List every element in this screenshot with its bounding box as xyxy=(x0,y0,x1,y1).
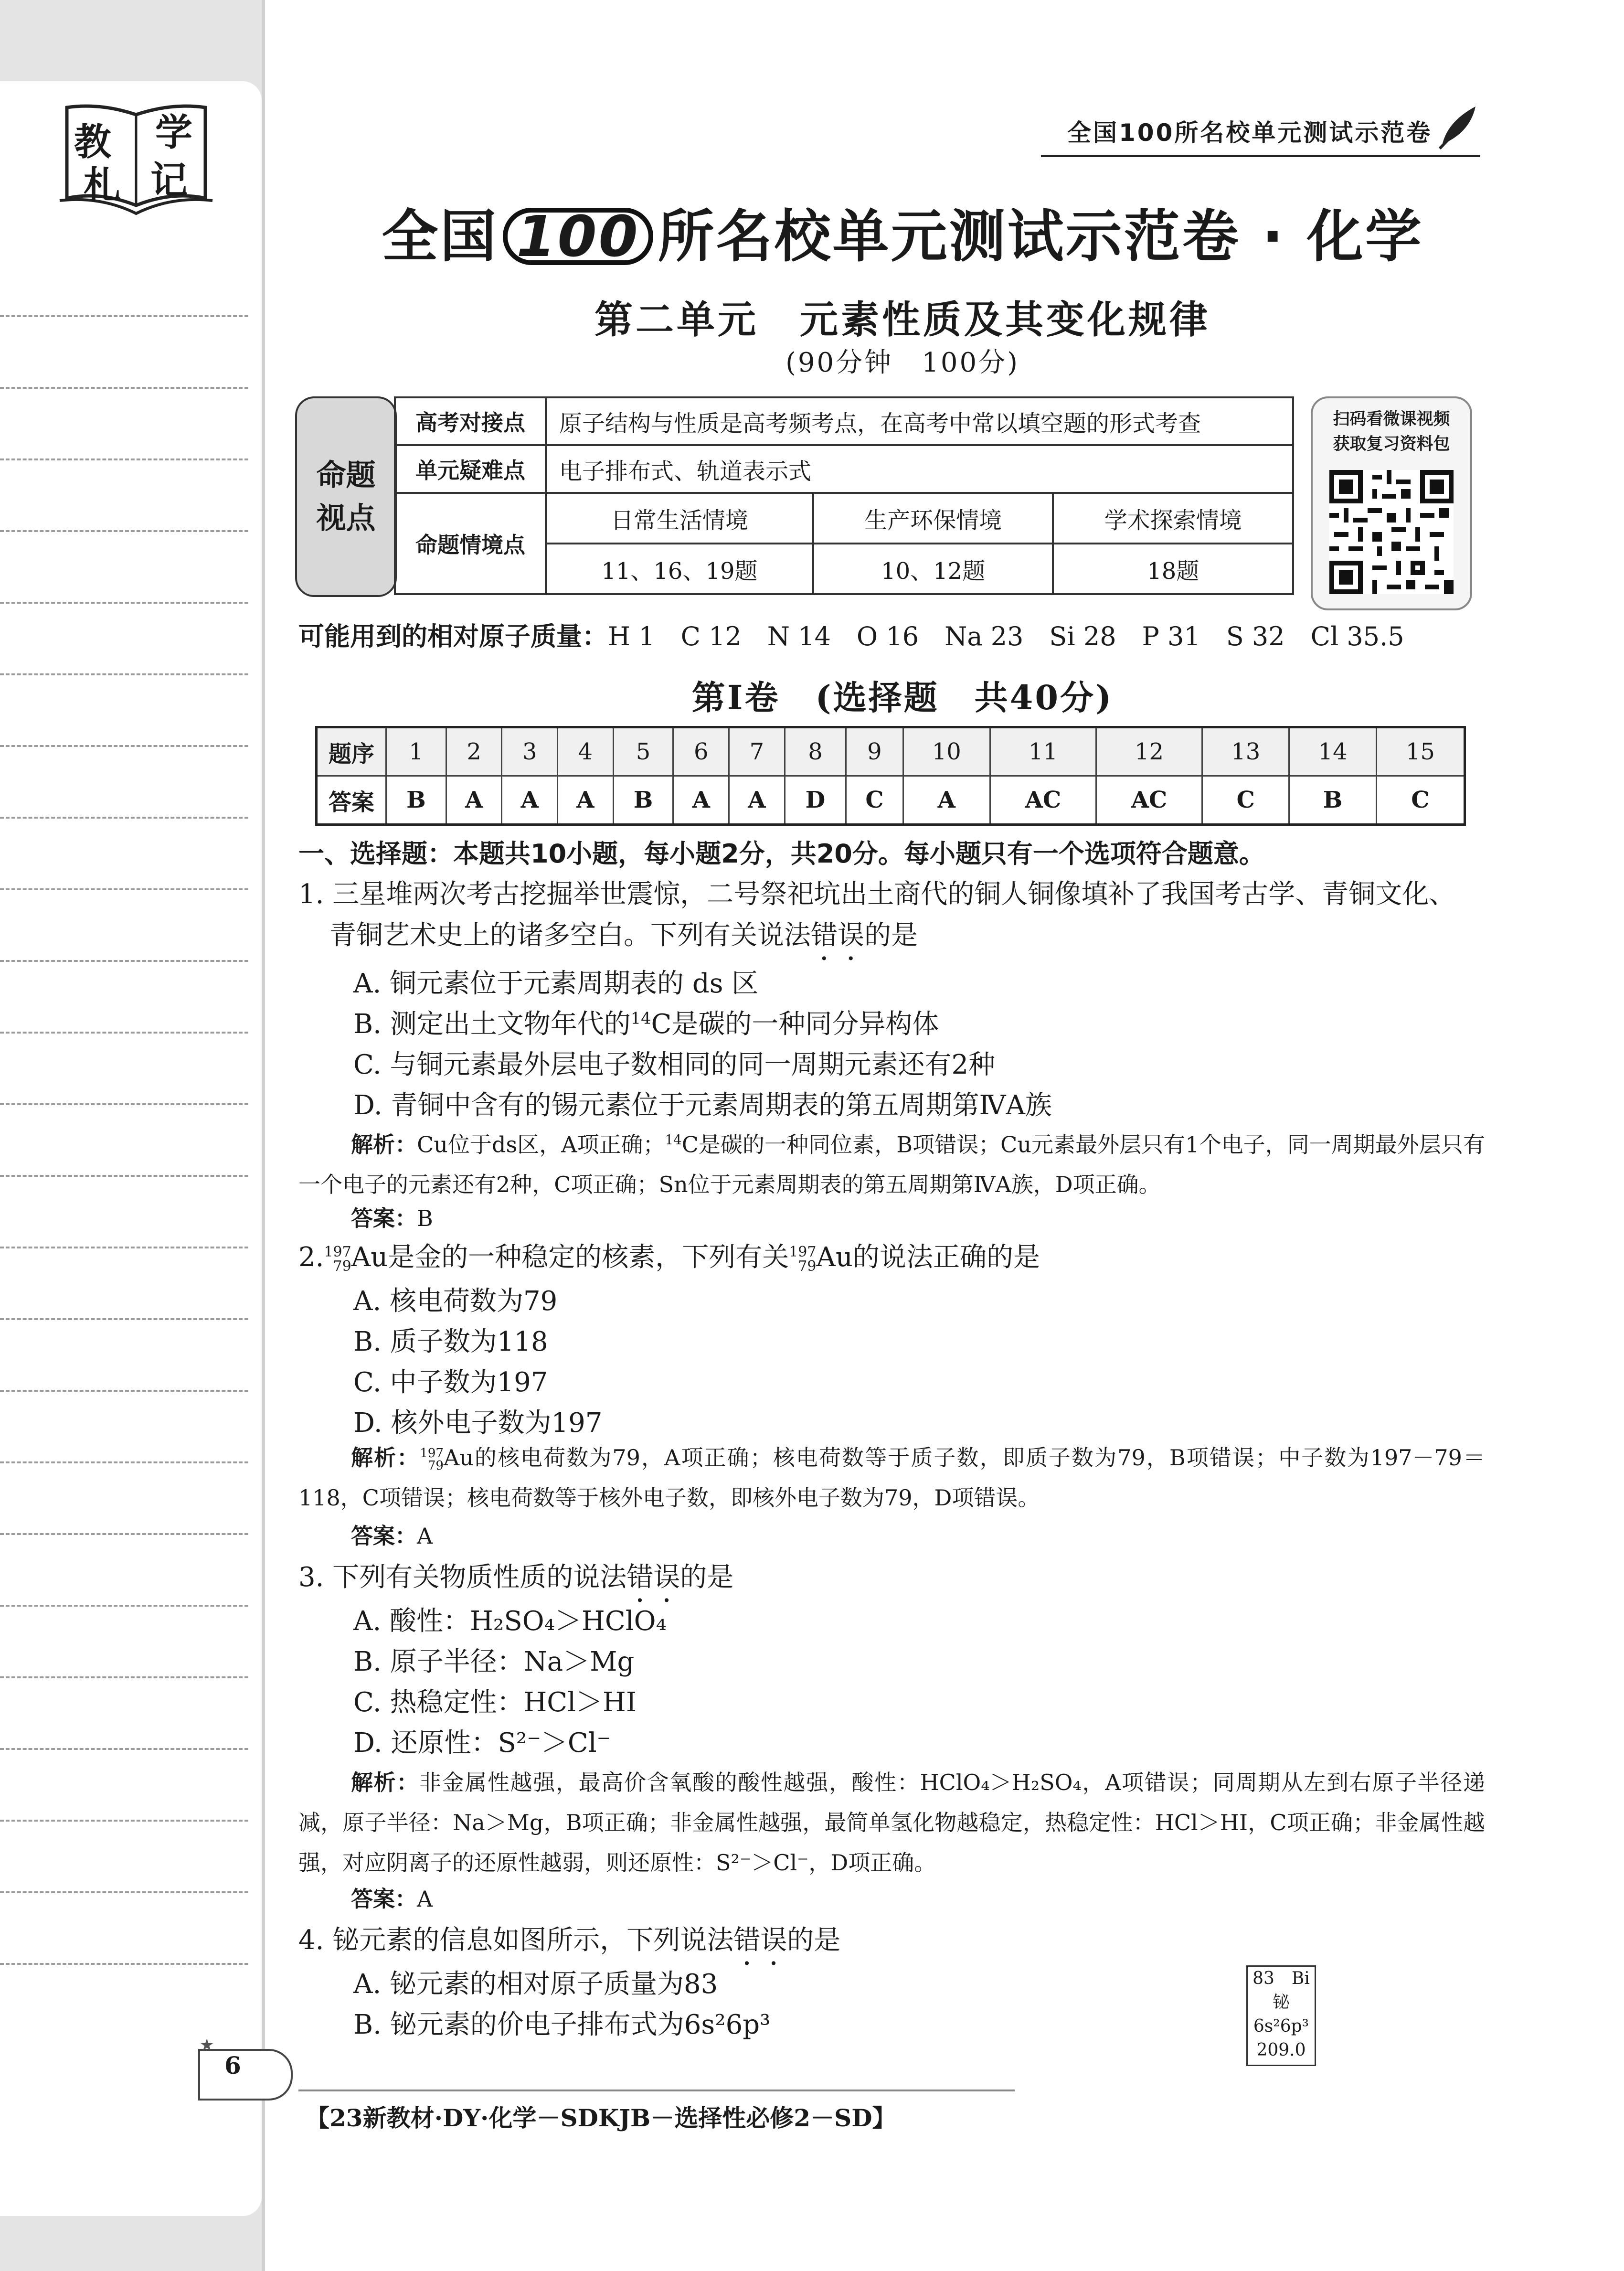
qnum-2: 2 xyxy=(446,727,502,776)
qnum-11: 11 xyxy=(990,727,1096,776)
qr-caption-1: 扫码看微课视频 xyxy=(1333,410,1450,429)
qnum-9: 9 xyxy=(846,727,903,776)
page-number-badge xyxy=(198,2049,293,2100)
q4-stem: 4. 铋元素的信息如图所示，下列说法错误的是 xyxy=(298,1925,841,1956)
q3-option-d: D. 还原性：S²⁻＞Cl⁻ xyxy=(353,1727,611,1759)
answer-table-answer-label: 答案 xyxy=(317,776,386,825)
qnum-4: 4 xyxy=(558,727,614,776)
qnum-14: 14 xyxy=(1289,727,1376,776)
unit-title: 第二单元 元素性质及其变化规律 xyxy=(594,297,1210,342)
exam-time: (90分钟 100分) xyxy=(785,347,1019,378)
vp-context-items-1: 10、12题 xyxy=(813,544,1053,594)
title-100-badge: 100 xyxy=(503,208,653,265)
logo-char-zha: 札 xyxy=(84,163,121,207)
quill-icon xyxy=(1437,103,1480,150)
header-rule xyxy=(1041,155,1480,157)
q1-option-d: D. 青铜中含有的锡元素位于元素周期表的第五周期第ⅣA族 xyxy=(353,1090,1052,1121)
qr-caption-2: 获取复习资料包 xyxy=(1333,435,1450,454)
ans-10: A xyxy=(903,776,990,825)
vp-label-exam: 高考对接点 xyxy=(395,397,546,445)
ans-1: B xyxy=(386,776,446,825)
q3-answer: 答案：A xyxy=(351,1886,433,1912)
bi-config: 6s²6p³ xyxy=(1253,2016,1309,2036)
vp-context-1: 生产环保情境 xyxy=(813,493,1053,544)
qr-code-icon[interactable] xyxy=(1329,470,1454,594)
answer-table-number-row xyxy=(317,727,1465,776)
vp-context-items-2: 18题 xyxy=(1053,544,1293,594)
q2-option-d: D. 核外电子数为197 xyxy=(353,1407,603,1439)
atomic-masses-label: 可能用到的相对原子质量： xyxy=(298,621,608,651)
qnum-6: 6 xyxy=(673,727,729,776)
qr-panel[interactable] xyxy=(1311,396,1472,610)
q1-option-b: B. 测定出土文物年代的$^{14}$C是碳的一种同分异构体 xyxy=(353,1009,939,1040)
q2-option-a: A. 核电荷数为79 xyxy=(353,1286,558,1317)
answer-table-row-label: 题序 xyxy=(317,727,386,776)
ans-8: D xyxy=(785,776,846,825)
q1-stem: 1. 三星堆两次考古挖掘举世震惊，二号祭祀坑出土商代的铜人铜像填补了我国考古学、青铜文化、 青铜艺术史上的诸多空白。下列有关说法错误的是 xyxy=(298,879,1456,951)
qnum-7: 7 xyxy=(729,727,785,776)
q2-explanation: 解析：197 79Au的核电荷数为79，A项正确；核电荷数等于质子数，即质子数为79，B项错误；中子数为197－79＝118，C项错误；核电荷数等于核外电子数，即核外电子数为79，D项错误。 xyxy=(298,1445,1485,1511)
atomic-masses xyxy=(298,616,1404,653)
q1-explanation: 解析：Cu位于ds区，A项正确；$^{14}$C是碳的一种同位素，B项错误；Cu元素最外层只有1个电子，同一周期最外层只有一个电子的元素还有2种，C项正确；Sn位于元素周期表的第五周期第ⅣA族，D项正确。 xyxy=(298,1131,1485,1198)
ans-2: A xyxy=(446,776,502,825)
q3-option-a: A. 酸性：H₂SO₄＞HClO₄ xyxy=(353,1606,667,1637)
atomic-masses-values: H 1 C 12 N 14 O 16 Na 23 Si 28 P 31 S 32 Cl 35.5 xyxy=(608,621,1404,651)
vp-context-2: 学术探索情境 xyxy=(1053,493,1293,544)
ans-14: B xyxy=(1289,776,1376,825)
qnum-8: 8 xyxy=(785,727,846,776)
qnum-15: 15 xyxy=(1376,727,1465,776)
notebook-logo xyxy=(57,103,215,217)
bi-mass: 209.0 xyxy=(1256,2040,1306,2060)
q3-option-b: B. 原子半径：Na＞Mg xyxy=(353,1646,635,1677)
volume-title: 第Ⅰ卷 (选择题 共40分) xyxy=(691,678,1114,717)
footer-code: 【23新教材·DY·化学－SDKJB－选择性必修2－SD】 xyxy=(306,2104,896,2132)
q3-stem: 3. 下列有关物质性质的说法错误的是 xyxy=(298,1562,734,1593)
q1-option-a: A. 铜元素位于元素周期表的 ds 区 xyxy=(353,968,759,999)
q4-option-b: B. 铋元素的价电子排布式为6s²6p³ xyxy=(353,2009,771,2040)
ans-15: C xyxy=(1376,776,1465,825)
vp-context-items-0: 11、16、19题 xyxy=(546,544,813,594)
vp-value-exam: 原子结构与性质是高考频考点，在高考中常以填空题的形式考查 xyxy=(546,397,1293,445)
answer-table-answer-row xyxy=(317,776,1465,825)
series-header: 全国100所名校单元测试示范卷 xyxy=(1067,119,1433,147)
q2-answer: 答案：A xyxy=(351,1523,433,1549)
qnum-3: 3 xyxy=(502,727,558,776)
vp-label-context: 命题情境点 xyxy=(395,493,546,594)
ans-5: B xyxy=(613,776,673,825)
vp-label-difficulty: 单元疑难点 xyxy=(395,445,546,493)
ans-9: C xyxy=(846,776,903,825)
ans-4: A xyxy=(558,776,614,825)
ans-7: A xyxy=(729,776,785,825)
q2-option-b: B. 质子数为118 xyxy=(353,1326,548,1357)
section-heading: 一、选择题：本题共10小题，每小题2分，共20分。每小题只有一个选项符合题意。 xyxy=(298,839,1265,869)
page-title: 全国 100 所名校单元测试示范卷 · 化学 xyxy=(382,203,1423,269)
bismuth-element-card xyxy=(1246,1965,1316,2066)
vp-value-difficulty: 电子排布式、轨道表示式 xyxy=(546,445,1293,493)
qnum-5: 5 xyxy=(613,727,673,776)
footer-rule xyxy=(298,2090,1015,2091)
logo-char-xue: 学 xyxy=(155,111,193,154)
q1-answer: 答案：B xyxy=(351,1205,433,1231)
qnum-12: 12 xyxy=(1096,727,1202,776)
q2-stem: 2.197 79Au是金的一种稳定的核素，下列有关197 79Au的说法正确的是 xyxy=(298,1242,1040,1275)
ans-13: C xyxy=(1202,776,1289,825)
margin-page xyxy=(0,81,262,2216)
qnum-13: 13 xyxy=(1202,727,1289,776)
q3-option-c: C. 热稳定性：HCl＞HI xyxy=(353,1687,637,1718)
margin-edge xyxy=(262,0,265,2271)
qnum-1: 1 xyxy=(386,727,446,776)
page-number: 6 xyxy=(224,2051,241,2079)
ans-6: A xyxy=(673,776,729,825)
q1-option-c: C. 与铜元素最外层电子数相同的同一周期元素还有2种 xyxy=(353,1049,996,1080)
logo-char-ji: 记 xyxy=(150,159,188,202)
vp-context-0: 日常生活情境 xyxy=(546,493,813,544)
qnum-10: 10 xyxy=(903,727,990,776)
ans-12: AC xyxy=(1096,776,1202,825)
q4-option-a: A. 铋元素的相对原子质量为83 xyxy=(353,1969,718,2000)
q2-option-c: C. 中子数为197 xyxy=(353,1367,548,1398)
bi-number-symbol: 83 Bi xyxy=(1252,1969,1310,1988)
q3-explanation: 解析：非金属性越强，最高价含氧酸的酸性越强，酸性：HClO₄＞H₂SO₄，A项错误；同周期从左到右原子半径递减，原子半径：Na＞Mg，B项正确；非金属性越强，最简单氢化物越稳定，热稳定性：HCl＞HI，C项正确；非金属性越强，对应阴离子的还原性越弱，则还原性：S²⁻＞Cl⁻，D项正确。 xyxy=(298,1770,1485,1876)
answer-table xyxy=(315,726,1466,826)
viewpoint-table xyxy=(394,396,1294,595)
logo-char-jiao: 教 xyxy=(74,120,112,164)
viewpoint-tab: 命题视点 xyxy=(295,396,397,597)
star-icon: ★ xyxy=(200,2036,214,2055)
ans-11: AC xyxy=(990,776,1096,825)
bi-name: 铋 xyxy=(1272,1993,1290,2012)
ans-3: A xyxy=(502,776,558,825)
